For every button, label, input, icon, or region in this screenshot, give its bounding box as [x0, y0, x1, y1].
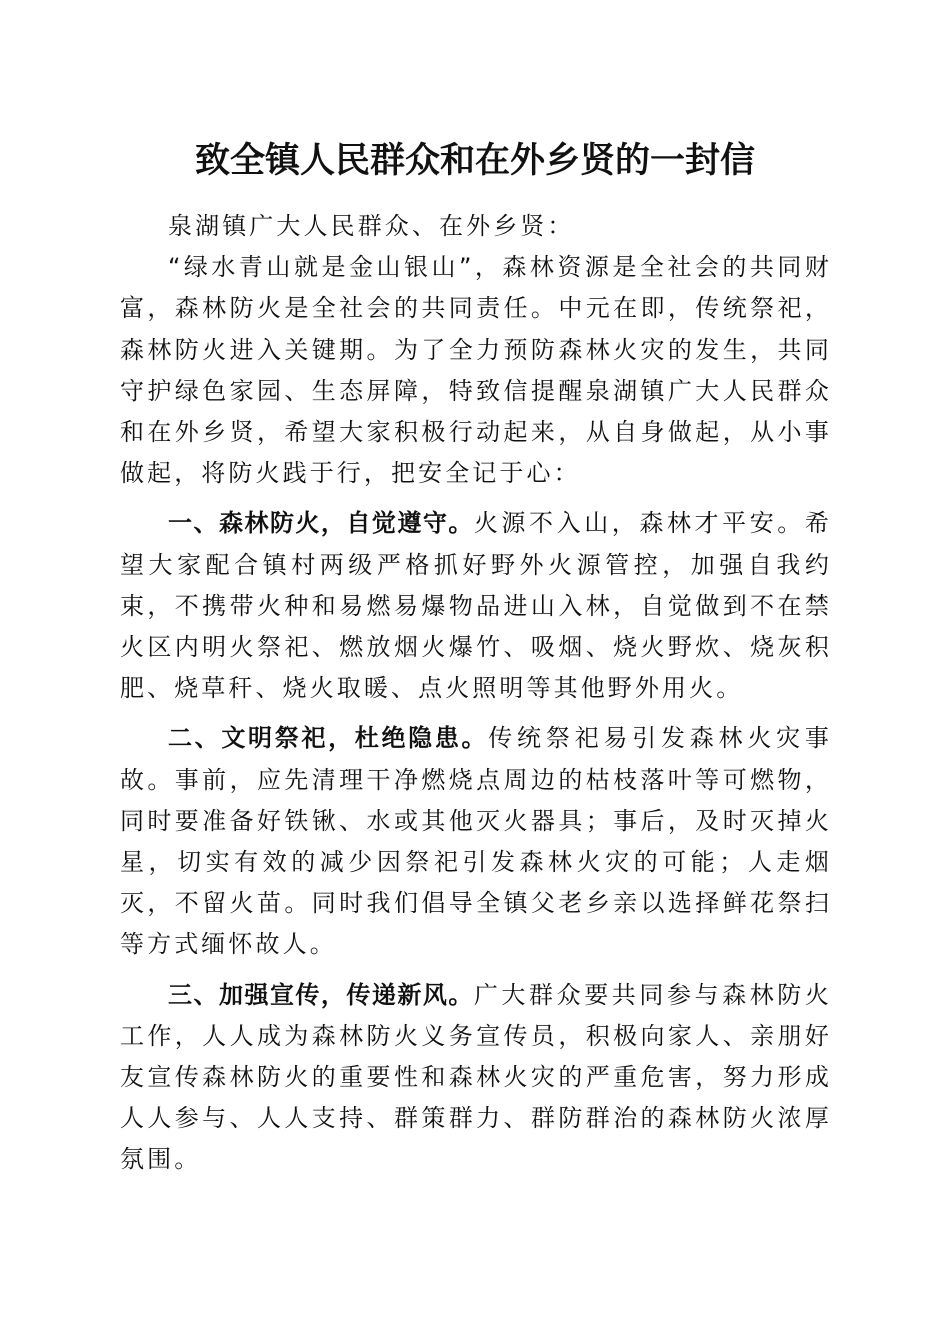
- section-heading-2: 二、文明祭祀，杜绝隐患。: [168, 724, 489, 753]
- section-paragraph-1: [120, 503, 832, 709]
- section-paragraph-2: [120, 718, 832, 965]
- section-heading-1: 一、森林防火，自觉遵守。: [168, 509, 474, 538]
- document-body: [120, 206, 832, 1181]
- section-text-2: 传统祭祀易引发森林火灾事故。事前，应先清理干净燃烧点周边的枯枝落叶等可燃物，同时要准备好铁锹、水或其他灭火器具；事后，及时灭掉火星，切实有效的减少因祭祀引发森林火灾的可能；人走烟灭，不留火苗。同时我们倡导全镇父老乡亲以选择鲜花祭扫等方式缅怀故人。: [120, 724, 833, 959]
- section-paragraph-3: [120, 975, 832, 1181]
- section-text-1: 火源不入山，森林才平安。希望大家配合镇村两级严格抓好野外火源管控，加强自我约束，不携带火种和易燃易爆物品进山入林，自觉做到不在禁火区内明火祭祀、燃放烟火爆竹、吸烟、烧火野炊、烧灰积肥、烧草秆、烧火取暖、点火照明等其他野外用火。: [120, 509, 832, 703]
- section-heading-3: 三、加强宣传，传递新风。: [168, 980, 474, 1009]
- salutation: 泉湖镇广大人民群众、在外乡贤：: [168, 212, 575, 240]
- section-text-3: 广大群众要共同参与森林防火工作，人人成为森林防火义务宣传员，积极向家人、亲朋好友宣传森林防火的重要性和森林火灾的严重危害，努力形成人人参与、人人支持、群策群力、群防群治的森林防火浓厚氛围。: [120, 980, 832, 1174]
- intro-paragraph: “绿水青山就是金山银山”，森林资源是全社会的共同财富，森林防火是全社会的共同责任。中元在即，传统祭祀，森林防火进入关键期。为了全力预防森林火灾的发生，共同守护绿色家园、生态屏障，特致信提醒泉湖镇广大人民群众和在外乡贤，希望大家积极行动起来，从自身做起，从小事做起，将防火践于行，把安全记于心：: [120, 253, 832, 488]
- document-title: 致全镇人民群众和在外乡贤的一封信: [194, 140, 755, 181]
